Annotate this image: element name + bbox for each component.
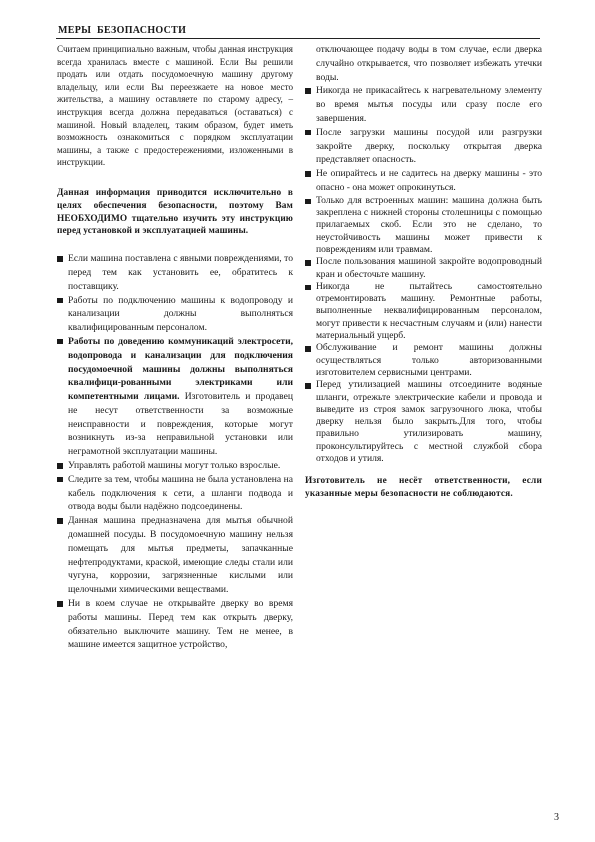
list-item: Данная машина предназначена для мытья обычной домашней посуды. В посудомоечную машину нельзя помещать для мытья предметы, запачканные нефтепродуктами, краской, имеющие следы стали или чугуна, коррозии, загрязненные кислыми или щелочными химическими веществами. [57, 514, 293, 597]
list-item: Работы по подключению машины к водопроводу и канализации должны выполняться квалифицированным персоналом. [57, 294, 293, 335]
bullet-square-icon [305, 88, 311, 94]
list-item: Никогда не пытайтесь самостоятельно отремонтировать машину. Ремонтные работы, выполненные неквалифицированным персоналом, могут привести к несчастным случаям и (или) нанести материальный ущерб. [305, 281, 542, 342]
page-title: МЕРЫ БЕЗОПАСНОСТИ [58, 25, 187, 36]
list-item: Перед утилизацией машины отсоедините водяные шланги, отрежьте электрические кабели и провода и выведите из строя замок загрузочного люка, чтобы дверку нельзя было закрыть.Для того, чтобы правильно утилизировать машину, проконсультируйтесь с местной службой сбора отходов и утиля. [305, 379, 542, 465]
left-safety-list [57, 252, 293, 652]
bullet-square-icon [305, 171, 311, 177]
list-item: Ни в коем случае не открывайте дверку во время работы машины. Перед тем как открыть дверку, обязательно выключите машину. Тем не менее, в машине имеется защитное устройство, [57, 597, 293, 652]
page-number: 3 [554, 812, 559, 823]
list-item: Следите за тем, чтобы машина не была установлена на кабель подключения к сети, а шланги подвода и отвода воды были надёжно подсоединены. [57, 473, 293, 514]
liability-note: Изготовитель не несёт ответственности, если указанные меры безопасности не соблюдаются. [305, 476, 542, 500]
bullet-square-icon [305, 346, 311, 352]
list-item: После пользования машиной закройте водопроводный кран и обесточьте машину. [305, 256, 542, 281]
bullet-square-icon [57, 601, 63, 607]
bullet-square-icon [305, 285, 311, 291]
list-item-rest: Изготовитель и продавец не несут ответственности за возможные неисправности и повреждения, которые могут возникнуть из-за неправильной установки или неграмотной эксплуатации машины. [68, 391, 293, 458]
continued-text: отключающее подачу воды в том случае, если дверка случайно открывается, что позволяет избежать утечки воды. [316, 44, 542, 83]
left-column [57, 43, 293, 652]
list-item: Обслуживание и ремонт машины должны осуществляться только авторизованными изготовителем сервисными центрами. [305, 342, 542, 379]
list-item: Не опирайтесь и не садитесь на дверку машины - это опасно - она может опрокинуться. [305, 167, 542, 195]
intro-paragraph: Считаем принципиально важным, чтобы данная инструкция всегда хранилась вместе с машиной. Если Вы решили продать или отдать посудомоечную машину другому владельцу, или если Вы переезжаете на новое место жительства, а машину оставляете по старому адресу, – инструкция всегда должна передаваться (оставаться) с машиной. Новый владелец, таким образом, будет иметь возможность ознакомиться с порядком эксплуатации машины, а также с предостережениями, изложенными в инструкции. [57, 44, 293, 168]
list-item: После загрузки машины посудой или разгрузки закройте дверку, поскольку открытая дверка представляет опасность. [305, 126, 542, 167]
list-item: Никогда не прикасайтесь к нагревательному элементу во время мытья посуды или сразу после его завершения. [305, 84, 542, 125]
bullet-square-icon [57, 518, 63, 524]
important-note: Данная информация приводится исключительно в целях обеспечения безопасности, поэтому Вам НЕОБХОДИМО тщательно изучить эту инструкцию перед установкой и эксплуатацией машины. [57, 187, 293, 237]
bullet-square-icon [305, 383, 311, 389]
bullet-square-icon [57, 463, 63, 469]
list-item-bold-part: Работы по доведению коммуникаций электросети, водопровода и канализации для подключения посудомоечной машины должны выполняться квалифици-рованными электриками или компетентными лицами. [68, 335, 293, 403]
bullet-square-icon [57, 256, 63, 262]
list-item: Только для встроенных машин: машина должна быть закреплена с нижней стороны столешницы с помощью прилагаемых скоб. Если это не сделано, то неустойчивость машины может привести к повреждениям или травмам. [305, 195, 542, 256]
bullet-square-icon [305, 130, 311, 136]
list-item: Управлять работой машины могут только взрослые. [57, 459, 293, 473]
right-column [305, 43, 542, 501]
list-item [57, 335, 293, 459]
right-safety-list [305, 84, 542, 465]
bullet-square-icon [57, 477, 63, 483]
bullet-square-icon [305, 199, 311, 205]
list-item: Если машина поставлена с явными повреждениями, то перед тем как установить ее, обратитесь к поставщику. [57, 252, 293, 293]
bullet-square-icon [57, 339, 63, 345]
header-rule [56, 38, 540, 39]
bullet-square-icon [57, 298, 63, 304]
bullet-square-icon [305, 260, 311, 266]
